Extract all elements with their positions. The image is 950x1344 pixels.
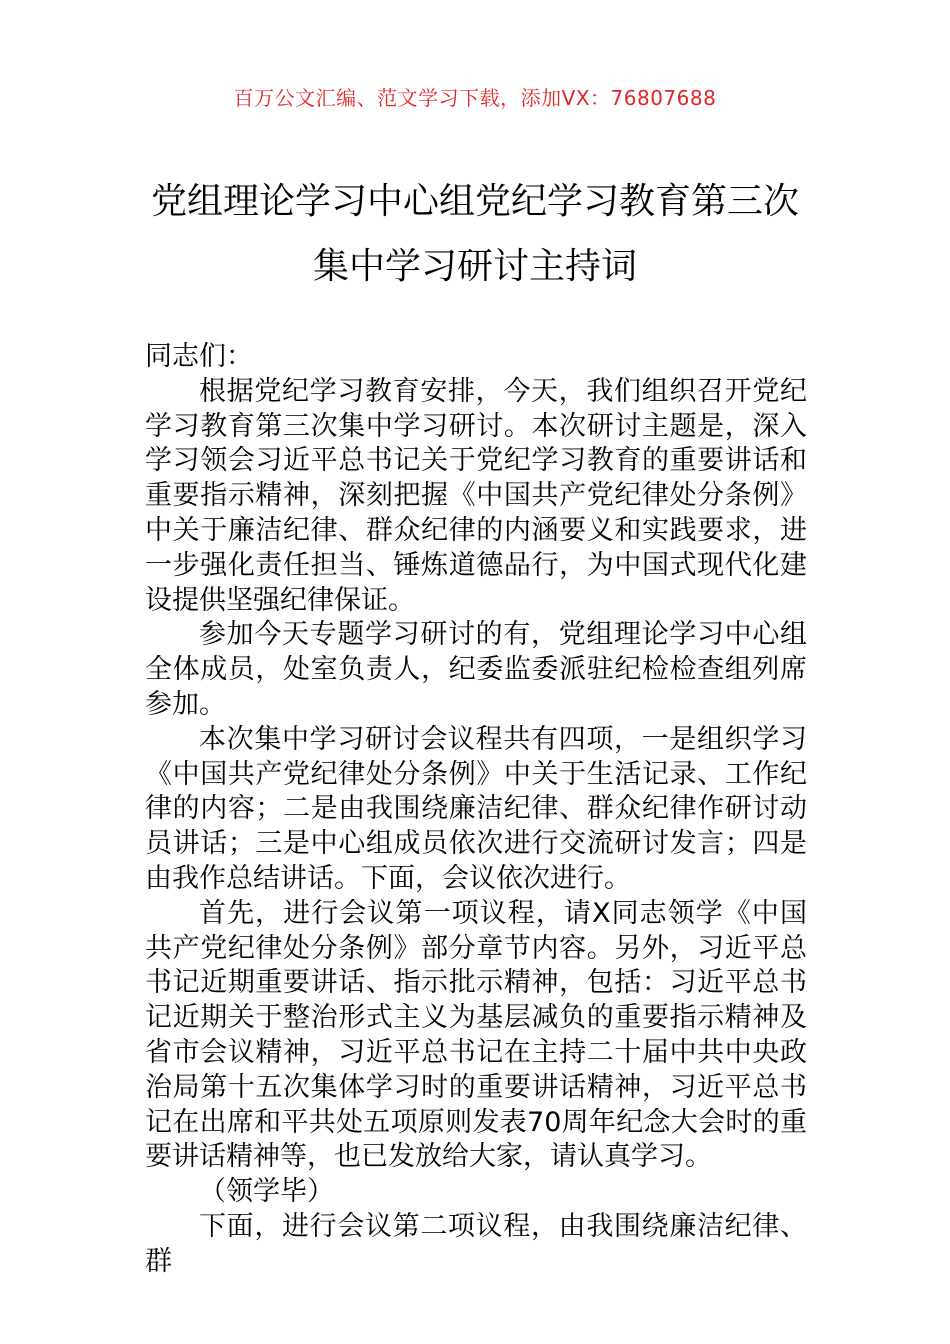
- document-body: [145, 340, 807, 1280]
- paragraph-second-item: 下面，进行会议第二项议程，由我围绕廉洁纪律、群: [145, 1210, 807, 1277]
- paragraph-participants: 参加今天专题学习研讨的有，党组理论学习中心组全体成员，处室负责人，纪委监委派驻纪检检查组列席参加。: [145, 619, 807, 720]
- paragraph-first-item: 首先，进行会议第一项议程，请X同志领学《中国共产党纪律处分条例》部分章节内容。另外，习近平总书记近期重要讲话、指示批示精神，包括：习近平总书记近期关于整治形式主义为基层减负的重要指示精神及省市会议精神，习近平总书记在主持二十届中共中央政治局第十五次集体学习时的重要讲话精神，习近平总书记在出席和平共处五项原则发表70周年纪念大会时的重要讲话精神等，也已发放给大家，请认真学习。: [145, 897, 807, 1173]
- salutation: 同志们：: [145, 341, 253, 372]
- paragraph-intro: 根据党纪学习教育安排，今天，我们组织召开党纪学习教育第三次集中学习研讨。本次研讨主题是，深入学习领会习近平总书记关于党纪学习教育的重要讲话和重要指示精神，深刻把握《中国共产党纪律处分条例》中关于廉洁纪律、群众纪律的内涵要义和实践要求，进一步强化责任担当、锤炼道德品行，为中国式现代化建设提供坚强纪律保证。: [145, 375, 807, 616]
- document-title-line-2: 集中学习研讨主持词: [312, 246, 637, 287]
- document-title-line-1: 党组理论学习中心组党纪学习教育第三次: [150, 181, 799, 222]
- watermark-banner: 百万公文汇编、范文学习下载，添加VX：76807688: [233, 86, 717, 110]
- paragraph-agenda: 本次集中学习研讨会议程共有四项，一是组织学习《中国共产党纪律处分条例》中关于生活记录、工作纪律的内容；二是由我围绕廉洁纪律、群众纪律作研讨动员讲话；三是中心组成员依次进行交流研讨发言；四是由我作总结讲话。下面，会议依次进行。: [145, 723, 807, 894]
- paragraph-reading-done: （领学毕）: [199, 1176, 334, 1208]
